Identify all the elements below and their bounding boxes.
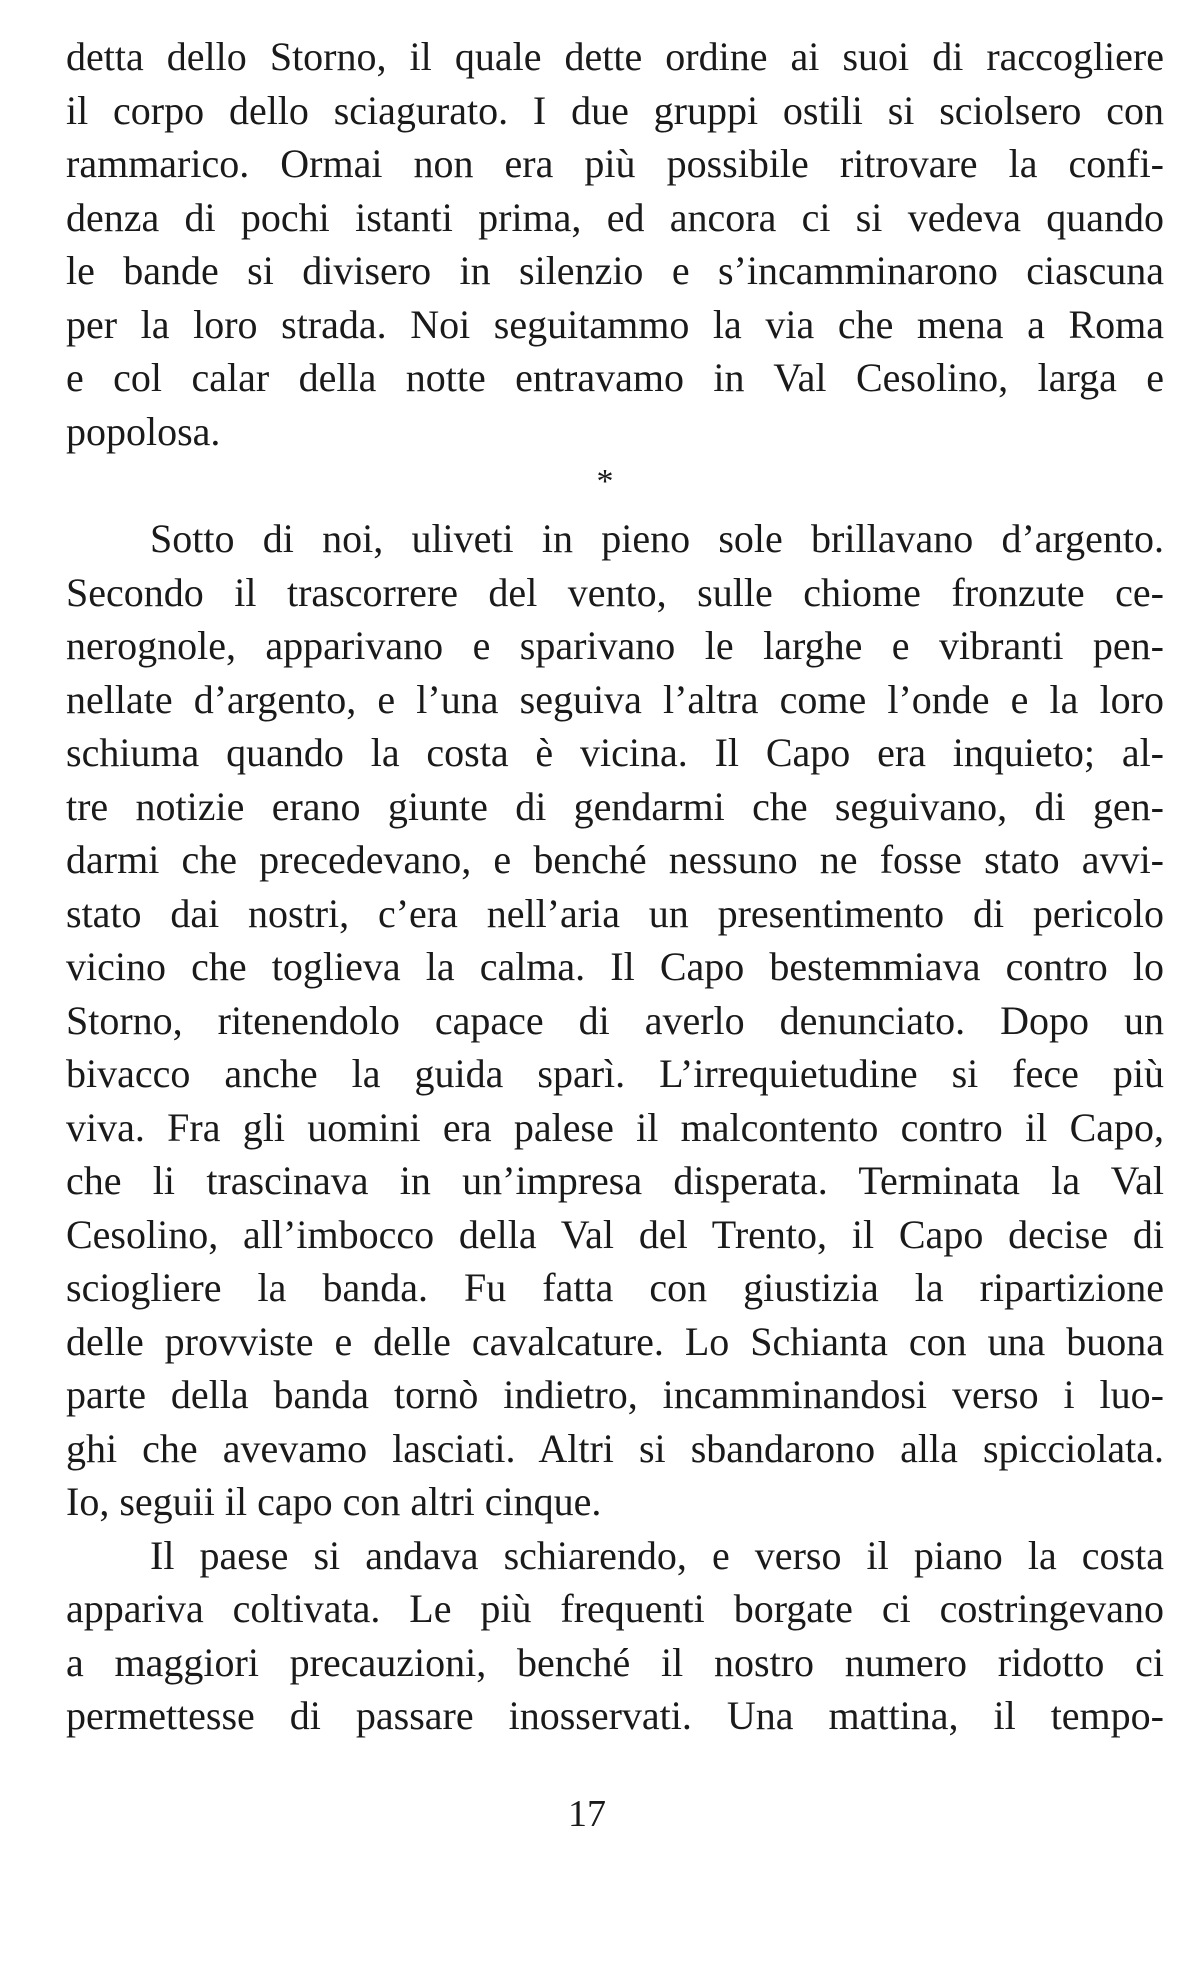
text-line: Storno, ritenendolo capace di averlo denunciato. Dopo un <box>66 997 1164 1043</box>
text-line: che li trascinava in un’impresa disperata. Terminata la Val <box>66 1158 1164 1203</box>
text-line: denza di pochi istanti prima, ed ancora ci si vedeva quando <box>66 194 1164 240</box>
text-line: vicino che toglieva la calma. Il Capo bestemmiava contro lo <box>66 944 1164 989</box>
page-body <box>66 30 1164 1743</box>
text-line: ghi che avevamo lasciati. Altri si sbandarono alla spicciolata. <box>66 1425 1164 1471</box>
paragraph-3 <box>66 1529 1164 1743</box>
text-line: nerognole, apparivano e sparivano le larghe e vibranti pen- <box>66 623 1164 668</box>
text-line: a maggiori precauzioni, benché il nostro numero ridotto ci <box>66 1639 1164 1685</box>
text-line: rammarico. Ormai non era più possibile ritrovare la confi- <box>66 141 1164 186</box>
text-line: Il paese si andava schiarendo, e verso il piano la costa <box>150 1532 1164 1578</box>
text-line: schiuma quando la costa è vicina. Il Capo era inquieto; al- <box>66 730 1164 775</box>
text-line: parte della banda tornò indietro, incamminandosi verso i luo- <box>66 1372 1164 1417</box>
text-line: Secondo il trascorrere del vento, sulle chiome fronzute ce- <box>66 569 1164 615</box>
text-line: Sotto di noi, uliveti in pieno sole brillavano d’argento. <box>150 516 1164 561</box>
text-line: Cesolino, all’imbocco della Val del Trento, il Capo decise di <box>66 1211 1164 1257</box>
text-line: bivacco anche la guida sparì. L’irrequietudine si fece più <box>66 1051 1164 1096</box>
paragraph-2 <box>66 512 1164 1529</box>
text-line: detta dello Storno, il quale dette ordine ai suoi di raccogliere <box>66 34 1164 79</box>
section-separator: * <box>596 463 614 500</box>
text-line: viva. Fra gli uomini era palese il malcontento contro il Capo, <box>66 1104 1164 1150</box>
text-line: Io, seguii il capo con altri cinque. <box>66 1479 602 1524</box>
paragraph-1 <box>66 30 1164 458</box>
text-line: per la loro strada. Noi seguitammo la via che mena a Roma <box>66 301 1164 347</box>
text-line: delle provviste e delle cavalcature. Lo Schianta con una buona <box>66 1318 1164 1364</box>
text-line: e col calar della notte entravamo in Val Cesolino, larga e <box>66 355 1164 400</box>
text-line: permettesse di passare inosservati. Una mattina, il tempo- <box>66 1693 1164 1738</box>
text-line: il corpo dello sciagurato. I due gruppi ostili si sciolsero con <box>66 87 1164 133</box>
page-number: 17 <box>568 1793 606 1835</box>
text-line: tre notizie erano giunte di gendarmi che seguivano, di gen- <box>66 783 1164 829</box>
text-line: stato dai nostri, c’era nell’aria un presentimento di pericolo <box>66 890 1164 936</box>
text-line: nellate d’argento, e l’una seguiva l’altra come l’onde e la loro <box>66 676 1164 722</box>
text-line: le bande si divisero in silenzio e s’incamminarono ciascuna <box>66 248 1164 293</box>
text-line: sciogliere la banda. Fu fatta con giustizia la ripartizione <box>66 1265 1164 1310</box>
text-line: darmi che precedevano, e benché nessuno ne fosse stato avvi- <box>66 837 1164 882</box>
text-line: appariva coltivata. Le più frequenti borgate ci costringevano <box>66 1586 1164 1631</box>
text-line: popolosa. <box>66 408 221 454</box>
